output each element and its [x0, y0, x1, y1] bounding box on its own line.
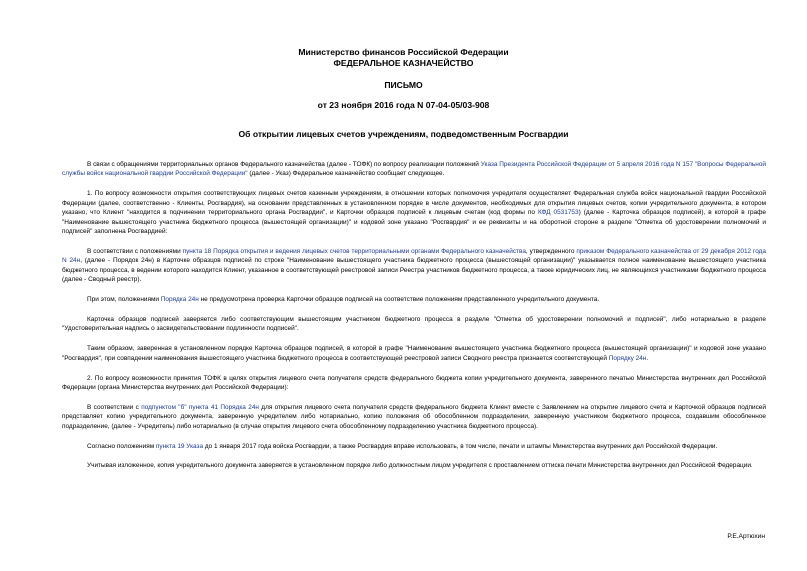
paragraph: [62, 315, 766, 334]
document-reference-link[interactable]: Указа Президента Российской Федерации от 5 апреля 2016 года N 157 "Вопросы Федеральной службы войск национальной гвардии Российской Федерации": [62, 161, 767, 178]
document-reference-link[interactable]: Порядка 24н: [160, 295, 199, 303]
signature: Р.Е.Артюхин: [727, 533, 765, 540]
paragraph: [62, 344, 766, 363]
paragraph: [62, 374, 766, 393]
paragraph: [62, 403, 766, 431]
paragraph-text: , утвержденного: [525, 247, 577, 255]
paragraph-text: для открытия лицевого счета получателя средств федерального бюджета Клиент вместе с Заявлением на открытие лицевого счета и Карточкой образцов подписей представляет копию учредительного документа, заверенную учредителем либо нотариально, копию положения об обособленном подразделении, заверенную участником бюджетного процесса, создавшим обособленное подразделение, (далее - Учредитель) либо нотариально (в случае открытия лицевого счета обособленному подразделению участника бюджетного процесса).: [62, 403, 766, 430]
paragraph-text: 2. По вопросу возможности принятия ТОФК в целях открытия лицевого счета получателя средств федерального бюджета копии учредительного документа, заверенного печатью Министерства внутренних дел Российской Федерации (органа Министерства внутренних дел Российской Федерации):: [62, 374, 766, 391]
paragraph-text: В соответствии с положениями: [87, 247, 183, 255]
paragraph-text: В соответствии с: [87, 403, 142, 411]
paragraph-text: ) (далее - Карточка образцов подписей), в которой в графе "Наименование вышестоящего участника бюджетного процесса (вышестоящей организации)" и кодовой зоне указано "Росгвардия" и ее реквизиты и на оборотной стороне в разделе "Отметка об удостоверении полномочий и подписей" заполнена Росгвардией:: [62, 209, 767, 235]
paragraph: [62, 247, 766, 285]
paragraph-text: 1. По вопросу возможности открытия соответствующих лицевых счетов казенным учреждениям, в отношении которых полномочия учредителя осуществляет Федеральная служба войск национальной гвардии Российской Федерации (далее, соответственно - Клиенты, Росгвардия), на основании представленных в установленном порядке в числе документов, необходимых для открытия лицевых счетов, копии учредительного документа, в котором указано, что Клиент "находится в подчинении территориального органа Росгвардии", и Карточки образцов подписей к лицевым счетам (код формы по: [62, 190, 766, 217]
paragraph-text: При этом, положениями: [87, 295, 161, 303]
document-reference-link[interactable]: пункта 18 Порядка открытия и ведения лицевых счетов территориальными органами Федерального казначейства: [182, 247, 526, 255]
paragraph: [62, 160, 766, 179]
paragraph-text: В связи с обращениями территориальных органов Федерального казначейства (далее - ТОФК) по вопросу реализации положений: [87, 161, 481, 168]
paragraph-text: не предусмотрена проверка Карточки образцов подписей на соответствие положениям представленного учредительного документа.: [198, 295, 600, 303]
paragraph-text: Учитывая изложенное, копия учредительного документа заверяется в установленном порядке либо должностным лицом учредителя с проставлением оттиска печати Министерства внутренних дел Российской Федерации.: [87, 462, 753, 470]
paragraph: [62, 295, 766, 304]
letter-body: [62, 160, 766, 481]
document-subject: Об открытии лицевых счетов учреждениям, подведомственным Росгвардии: [238, 129, 569, 139]
paragraph-text: .: [646, 354, 649, 362]
paragraph: [62, 461, 766, 470]
paragraph-text: до 1 января 2017 года войска Росгвардии, а также Росгвардия вправе использовать, в том числе, печати и штампы Министерства внутренних дел Российской Федерации.: [203, 442, 718, 450]
paragraph-text: , (далее - Порядок 24н) в Карточке образцов подписей по строке "Наименование вышестоящего участника бюджетного процесса (вышестоящей организации)" указывается полное наименование вышестоящего участника бюджетного процесса, в ведении которого находится Клиент, указанное в соответствующей реестровой записи Реестра участников бюджетного процесса, а также юридических лиц, не являющихся участниками бюджетного процесса (далее - Сводный реестр).: [62, 257, 766, 284]
agency-title: ФЕДЕРАЛЬНОЕ КАЗНАЧЕЙСТВО: [333, 58, 474, 68]
paragraph-text: Карточка образцов подписей заверяется либо соответствующим вышестоящим участником бюджетного процесса в разделе "Отметка об удостоверении полномочий и подписей", либо нотариально в разделе "Удостоверительная надпись о засвидетельствовании подлинности подписей".: [62, 315, 766, 333]
document-reference-link[interactable]: пункта 19 Указа: [155, 442, 204, 450]
paragraph-text: (далее - Указ) Федеральное казначейство сообщает следующее.: [247, 170, 445, 178]
paragraph-text: Согласно положениям: [87, 442, 156, 450]
document-reference-link[interactable]: КФД 0531753: [537, 209, 579, 217]
paragraph: [62, 442, 766, 451]
document-reference-link[interactable]: приказом Федерального казначейства от 29 декабря 2012 года N 24н: [62, 247, 766, 265]
paragraph: [62, 189, 766, 236]
document-reference-link[interactable]: Порядку 24н: [608, 354, 647, 362]
document-type: ПИСЬМО: [384, 80, 423, 90]
document-reference-link[interactable]: подпунктом "б" пункта 41 Порядка 24н: [141, 403, 259, 411]
paragraph-text: Таким образом, заверенная в установленном порядке Карточка образцов подписей, в которой в графе "Наименование вышестоящего участника бюджетного процесса (вышестоящей организации)" и кодовой зоне указано "Росгвардия", при совпадении наименования вышестоящего участника бюджетного процесса в соответствующей реестровой записи Сводного реестра признается соответствующей: [62, 345, 766, 362]
ministry-title: Министерство финансов Российской Федерации: [298, 47, 509, 57]
document-date-number: от 23 ноября 2016 года N 07-04-05/03-908: [317, 100, 490, 110]
